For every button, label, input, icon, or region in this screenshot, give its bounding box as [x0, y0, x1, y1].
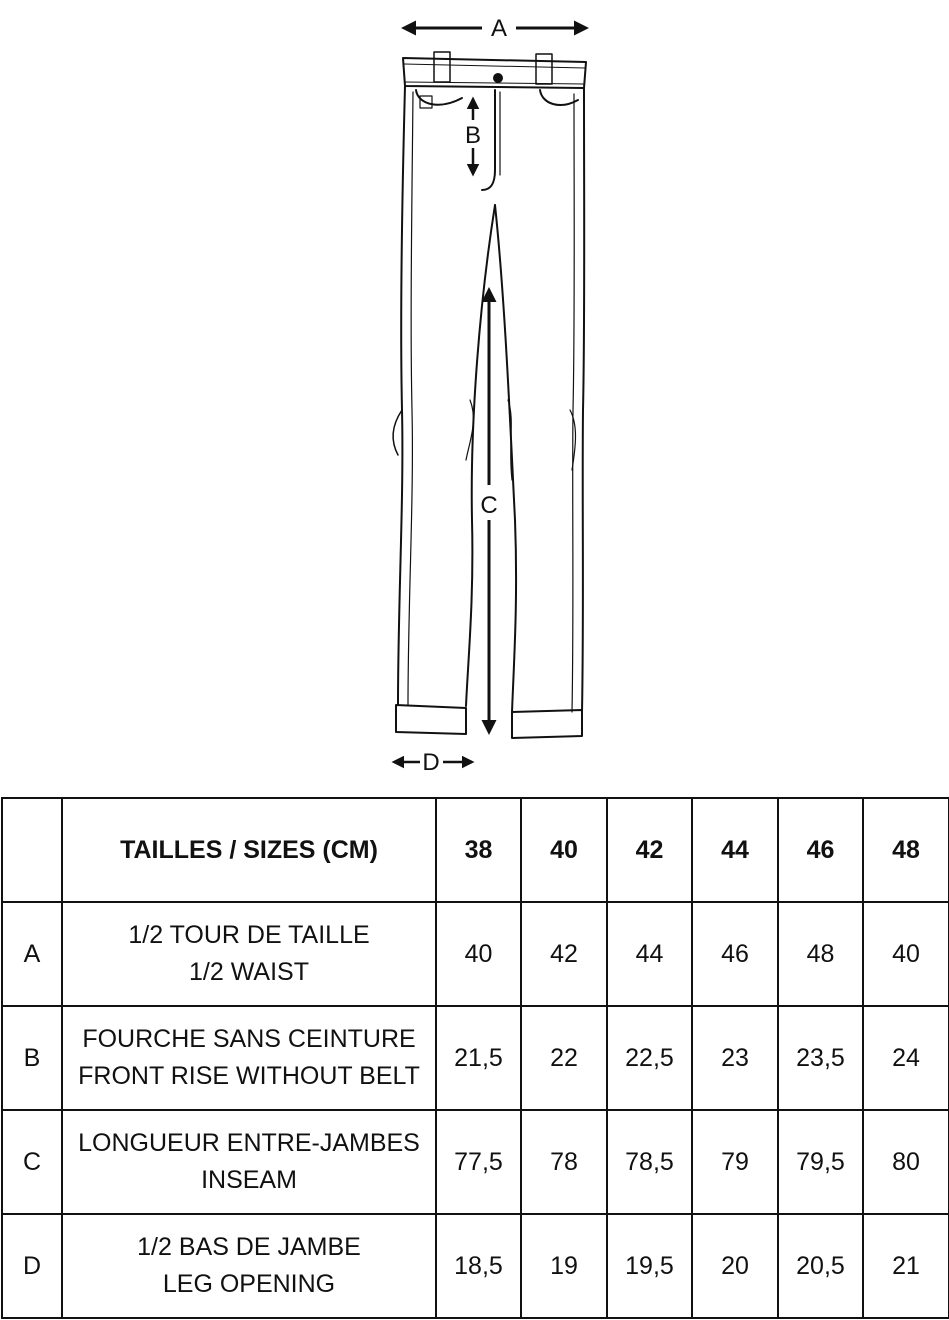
value-cell: 21,5: [436, 1006, 521, 1110]
value-cell: 19,5: [607, 1214, 692, 1318]
table-row: [2, 1006, 949, 1110]
table-row: [2, 902, 949, 1006]
dimension-b: [465, 99, 481, 174]
dimension-c: [480, 290, 497, 732]
value-cell: 23,5: [778, 1006, 863, 1110]
header-size-cell: 48: [863, 798, 949, 902]
header-size-cell: 42: [607, 798, 692, 902]
dimension-label-b: B: [464, 122, 482, 149]
dimension-label-d: D: [422, 749, 440, 776]
value-cell: 46: [692, 902, 778, 1006]
table-row: [2, 1214, 949, 1318]
measurement-label-en: 1/2 WAIST: [189, 958, 309, 986]
value-cell: 19: [521, 1214, 607, 1318]
measurement-label-fr: 1/2 BAS DE JAMBE: [137, 1233, 361, 1261]
measurement-label-cell: [62, 902, 436, 1006]
measurement-label-fr: 1/2 TOUR DE TAILLE: [128, 921, 370, 949]
header-size-cell: 44: [692, 798, 778, 902]
dimension-d: [394, 749, 472, 776]
value-cell: 20,5: [778, 1214, 863, 1318]
header-size-cell: 46: [778, 798, 863, 902]
measurement-label-fr: LONGUEUR ENTRE-JAMBES: [78, 1129, 420, 1157]
measurement-label-en: FRONT RISE WITHOUT BELT: [78, 1062, 420, 1090]
value-cell: 18,5: [436, 1214, 521, 1318]
value-cell: 22,5: [607, 1006, 692, 1110]
value-cell: 40: [863, 902, 949, 1006]
header-corner-cell: [2, 798, 62, 902]
value-cell: 78,5: [607, 1110, 692, 1214]
measurement-label-en: LEG OPENING: [162, 1270, 336, 1298]
value-cell: 44: [607, 902, 692, 1006]
dimension-label-a: A: [490, 15, 508, 42]
row-key-cell: A: [2, 902, 62, 1006]
measurement-label-cell: [62, 1006, 436, 1110]
value-cell: 24: [863, 1006, 949, 1110]
value-cell: 77,5: [436, 1110, 521, 1214]
row-key-cell: B: [2, 1006, 62, 1110]
size-chart-table: [1, 797, 949, 1319]
measurement-label-en: INSEAM: [201, 1166, 297, 1194]
header-title-cell: TAILLES / SIZES (CM): [62, 798, 436, 902]
value-cell: 78: [521, 1110, 607, 1214]
dimension-label-c: C: [480, 492, 498, 519]
value-cell: 80: [863, 1110, 949, 1214]
row-key-cell: C: [2, 1110, 62, 1214]
value-cell: 40: [436, 902, 521, 1006]
value-cell: 42: [521, 902, 607, 1006]
dimension-a: [404, 15, 586, 42]
value-cell: 22: [521, 1006, 607, 1110]
value-cell: 20: [692, 1214, 778, 1318]
row-key-cell: D: [2, 1214, 62, 1318]
value-cell: 48: [778, 902, 863, 1006]
header-size-cell: 40: [521, 798, 607, 902]
value-cell: 21: [863, 1214, 949, 1318]
value-cell: 23: [692, 1006, 778, 1110]
value-cell: 79: [692, 1110, 778, 1214]
measurement-label-cell: [62, 1110, 436, 1214]
measurement-label-fr: FOURCHE SANS CEINTURE: [82, 1025, 416, 1053]
header-size-cell: 38: [436, 798, 521, 902]
value-cell: 79,5: [778, 1110, 863, 1214]
table-header-row: [2, 798, 949, 902]
table-row: [2, 1110, 949, 1214]
measurement-label-cell: [62, 1214, 436, 1318]
